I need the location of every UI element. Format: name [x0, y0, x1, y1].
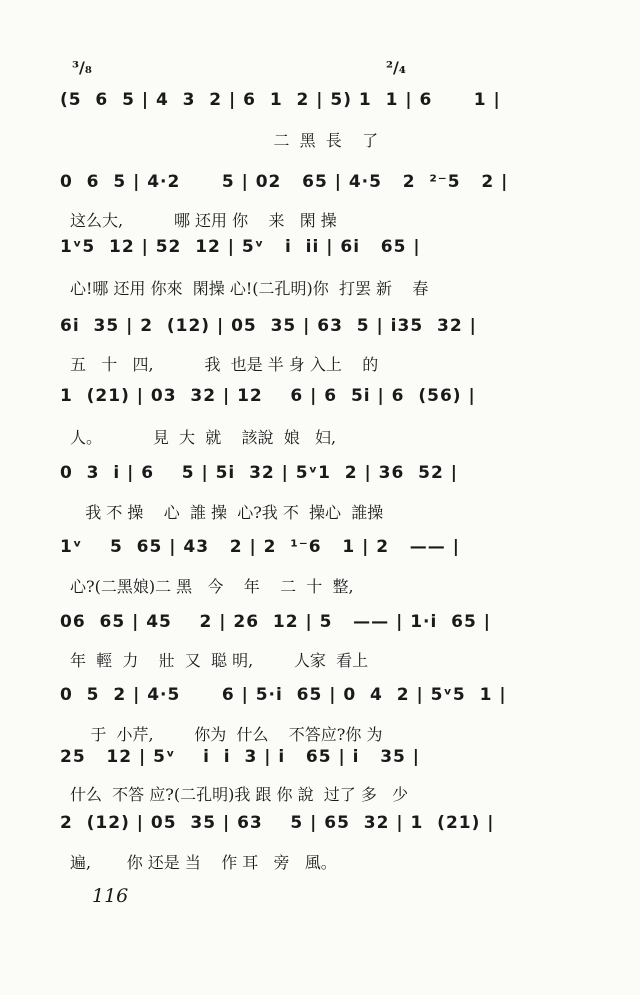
- notation-line: 0 5 2 | 4·5 6 | 5·i 65 | 0 4 2 | 5ᵛ5 1 |: [60, 685, 507, 705]
- notation-line: 06 65 | 45 2 | 26 12 | 5 —— | 1·i 65 |: [60, 612, 491, 632]
- notation-line: (5 6 5 | 4 3 2 | 6 1 2 | 5) 1 1 | 6 1 |: [60, 90, 501, 110]
- lyric-line: 心?(二黑娘)二 黑 今 年 二 十 整,: [70, 577, 354, 596]
- notation-line: 6i 35 | 2 (12) | 05 35 | 63 5 | i35 32 |: [60, 316, 477, 336]
- notation-line: 1 (21) | 03 32 | 12 6 | 6 5i | 6 (56) |: [60, 386, 476, 406]
- lyric-line: 于 小芹, 你为 什么 不答应?你 为: [70, 725, 383, 744]
- time-signature-left: ³/₈: [72, 58, 92, 77]
- lyric-line: 人。 見 大 就 該說 娘 妇,: [70, 428, 337, 447]
- notation-line: 1ᵛ5 12 | 52 12 | 5ᵛ i ii | 6i 65 |: [60, 237, 421, 257]
- lyric-line: 这么大, 哪 还用 你 来 閑 操: [70, 211, 337, 230]
- lyric-line: 二 黑 長 了: [70, 131, 379, 150]
- lyric-line: 心!哪 还用 你來 閑操 心!(二孔明)你 打罢 新 春: [70, 279, 429, 298]
- lyric-line: 五 十 四, 我 也是 半 身 入上 的: [70, 355, 379, 374]
- lyric-line: 遍, 你 还是 当 作 耳 旁 風。: [70, 853, 337, 872]
- notation-line: 0 3 i | 6 5 | 5i 32 | 5ᵛ1 2 | 36 52 |: [60, 463, 458, 483]
- notation-line: 0 6 5 | 4·2 5 | 02 65 | 4·5 2 ²⁻5 2 |: [60, 172, 509, 192]
- lyric-line: 什么 不答 应?(二孔明)我 跟 你 說 过了 多 少: [70, 785, 409, 804]
- lyric-line: 年 輕 力 壯 又 聪 明, 人家 看上: [70, 651, 369, 670]
- page-number: 116: [92, 885, 129, 907]
- notation-line: 25 12 | 5ᵛ i i 3 | i 65 | i 35 |: [60, 747, 420, 767]
- lyric-line: 我 不 操 心 誰 操 心?我 不 操心 誰操: [70, 503, 384, 522]
- time-signature-right: ²/₄: [386, 58, 406, 77]
- notation-line: 1ᵛ 5 65 | 43 2 | 2 ¹⁻6 1 | 2 —— |: [60, 537, 460, 557]
- notation-line: 2 (12) | 05 35 | 63 5 | 65 32 | 1 (21) |: [60, 813, 495, 833]
